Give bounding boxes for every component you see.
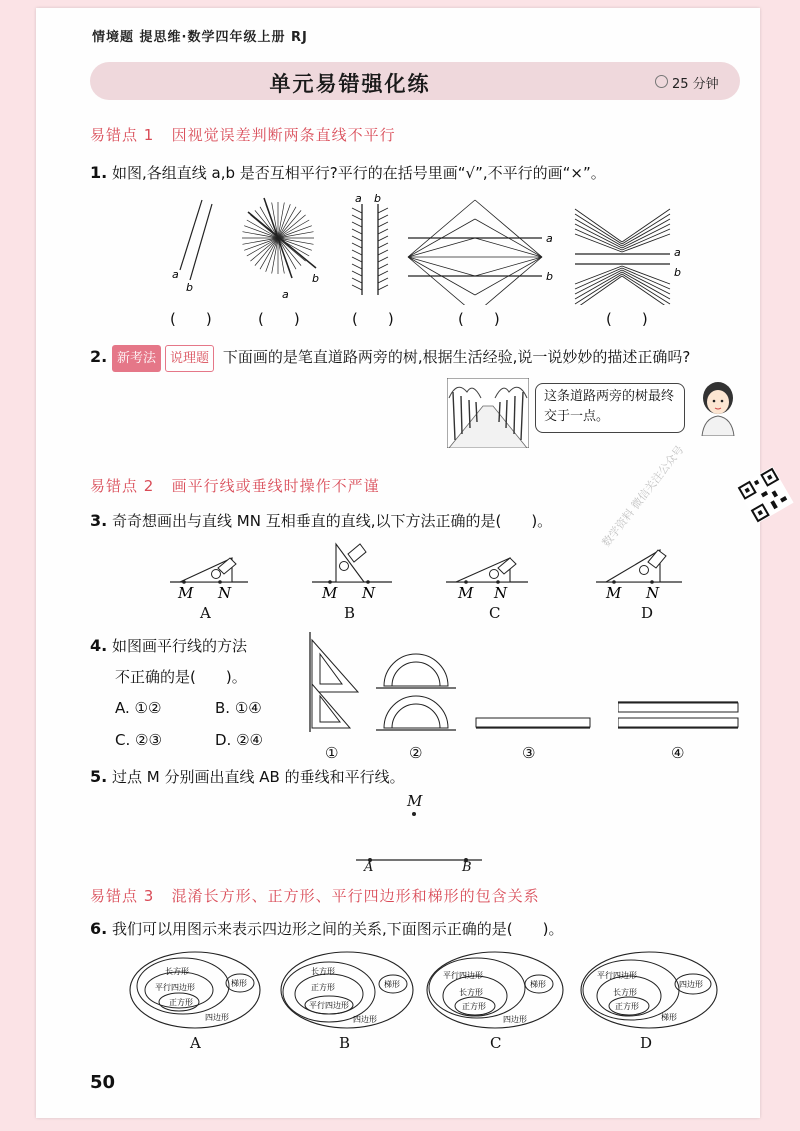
venn-d-label-3: 正方形 <box>615 1002 639 1011</box>
section-1-title: 因视觉误差判断两条直线不平行 <box>171 126 396 144</box>
watermark: 数学资料 微信关注公众号 <box>599 443 687 550</box>
section-2-heading <box>90 475 380 496</box>
figure-stroke <box>475 238 542 257</box>
section-1-label: 易错点 1 <box>90 126 155 144</box>
figure-stroke <box>378 271 388 276</box>
figure-stroke <box>378 236 388 241</box>
figure-stroke <box>378 278 388 283</box>
question-2 <box>90 344 750 372</box>
q1-figure-1 <box>172 200 212 294</box>
road-trees-illustration <box>447 378 529 448</box>
q1-fig3-label-b: b <box>374 192 381 205</box>
figure-stroke <box>352 215 362 220</box>
figure-stroke <box>352 257 362 262</box>
q3-b-point-m: M <box>322 584 338 602</box>
q3-option-d[interactable]: D <box>641 604 654 622</box>
question-4-text-line1: 如图画平行线的方法 <box>112 637 248 655</box>
section-3-heading <box>90 885 540 906</box>
q3-c-point-m: M <box>458 584 474 602</box>
q4-label-3: ③ <box>522 744 536 762</box>
question-2-number: 2. <box>90 347 108 366</box>
q6-venn-b <box>281 952 413 1028</box>
q3-figures <box>160 540 720 610</box>
q3-figure-b <box>312 544 392 602</box>
q1-figure-4 <box>408 200 553 305</box>
venn-c-label-1: 平行四边形 <box>443 971 483 980</box>
q3-a-point-n: N <box>218 584 232 602</box>
q4-figure-2 <box>376 654 456 730</box>
figure-stroke <box>352 222 362 227</box>
q6-venn-a <box>130 952 260 1028</box>
q3-figure-c <box>446 558 528 602</box>
q1-fig5-label-a: a <box>674 246 681 259</box>
q1-answer-blank-4[interactable]: ( ) <box>458 310 500 328</box>
q4-choice-b[interactable]: B. ①④ <box>215 699 262 717</box>
q4-label-2: ② <box>409 744 423 762</box>
figure-stroke <box>378 243 388 248</box>
q4-figure-3 <box>476 718 590 728</box>
figure-stroke <box>352 250 362 255</box>
q1-figure-3 <box>352 192 388 295</box>
section-3-label: 易错点 3 <box>90 887 155 905</box>
question-4-text-line2: 不正确的是( )。 <box>115 668 247 686</box>
q1-figure-2 <box>242 198 319 301</box>
page-title: 单元易错强化练 <box>269 72 431 96</box>
venn-c-side: 梯形 <box>530 980 546 989</box>
venn-a-label-2: 平行四边形 <box>155 983 195 992</box>
question-1-number: 1. <box>90 163 108 182</box>
question-1 <box>90 160 750 186</box>
q4-figure-4 <box>618 700 740 732</box>
figure-stroke <box>475 257 542 276</box>
q6-venn-diagrams <box>125 950 735 1032</box>
q1-fig1-label-b: b <box>186 281 193 294</box>
figure-stroke <box>352 229 362 234</box>
venn-c-label-3: 正方形 <box>462 1002 486 1011</box>
q1-answer-blank-2[interactable]: ( ) <box>258 310 300 328</box>
figure-stroke <box>622 270 670 294</box>
speech-bubble: 这条道路两旁的树最终交于一点。 <box>535 383 685 433</box>
venn-d-side2: 梯形 <box>661 1013 677 1022</box>
q1-fig1-label-a: a <box>172 268 179 281</box>
figure-stroke <box>408 257 475 305</box>
q3-b-point-n: N <box>362 584 376 602</box>
figure-stroke <box>575 270 622 294</box>
q1-fig5-label-b: b <box>674 266 681 279</box>
venn-b-label-1: 长方形 <box>311 967 335 976</box>
clock-icon <box>655 75 668 88</box>
q3-figure-d <box>596 550 682 602</box>
venn-a-label-1: 长方形 <box>165 967 189 976</box>
venn-a-outer: 四边形 <box>205 1013 229 1022</box>
q4-figures <box>300 632 600 742</box>
figure-stroke <box>352 271 362 276</box>
q1-fig4-label-b: b <box>546 270 553 283</box>
figure-stroke <box>378 285 388 290</box>
q5-point-m <box>412 812 416 816</box>
q3-d-point-n: N <box>646 584 660 602</box>
new-exam-tag: 新考法 <box>112 345 161 372</box>
question-6-number: 6. <box>90 919 108 938</box>
figure-stroke <box>352 264 362 269</box>
venn-c-label-2: 长方形 <box>459 988 483 997</box>
q3-option-a[interactable]: A <box>200 604 211 622</box>
venn-b-label-2: 正方形 <box>311 983 335 992</box>
figure-stroke <box>575 224 622 248</box>
figure-stroke <box>352 285 362 290</box>
q4-choice-d[interactable]: D. ②④ <box>215 731 263 749</box>
venn-b-side: 梯形 <box>384 980 400 989</box>
q1-answer-blank-3[interactable]: ( ) <box>352 310 394 328</box>
q6-option-b[interactable]: B <box>339 1034 351 1052</box>
section-2-title: 画平行线或垂线时操作不严谨 <box>171 477 380 495</box>
q4-label-4: ④ <box>671 744 685 762</box>
question-2-text: 下面画的是笔直道路两旁的树,根据生活经验,说一说妙妙的描述正确吗? <box>222 348 691 366</box>
q4-figure-1 <box>310 632 358 732</box>
question-5-number: 5. <box>90 767 108 786</box>
q6-option-c[interactable]: C <box>490 1034 502 1052</box>
q1-fig2-label-a: a <box>282 288 289 301</box>
question-3-text: 奇奇想画出与直线 MN 互相垂直的直线,以下方法正确的是( )。 <box>112 512 553 530</box>
figure-stroke <box>378 257 388 262</box>
figure-stroke <box>378 229 388 234</box>
question-3-number: 3. <box>90 511 108 530</box>
reasoning-tag: 说理题 <box>165 345 214 372</box>
q4-choice-a[interactable]: A. ①② <box>115 699 162 717</box>
venn-b-label-3: 平行四边形 <box>309 1001 349 1010</box>
section-1-heading <box>90 124 396 145</box>
q6-option-a[interactable]: A <box>190 1034 201 1052</box>
q3-figure-a <box>170 558 248 602</box>
q3-option-b[interactable]: B <box>344 604 356 622</box>
venn-a-side: 梯形 <box>231 979 247 988</box>
q4-label-1: ① <box>325 744 339 762</box>
q1-figures <box>150 190 730 305</box>
q4-choice-c[interactable]: C. ②③ <box>115 731 162 749</box>
figure-stroke <box>378 222 388 227</box>
section-2-label: 易错点 2 <box>90 477 155 495</box>
q3-a-point-m: M <box>178 584 194 602</box>
q5-point-a-label: A <box>364 860 374 875</box>
q1-fig4-label-a: a <box>546 232 553 245</box>
q3-option-c[interactable]: C <box>489 604 501 622</box>
question-6-text: 我们可以用图示来表示四边形之间的关系,下面图示正确的是( )。 <box>112 920 564 938</box>
figure-stroke <box>408 238 475 257</box>
figure-stroke <box>408 257 475 276</box>
figure-stroke <box>378 215 388 220</box>
question-4 <box>90 633 247 659</box>
venn-d-side: 四边形 <box>679 980 703 989</box>
q1-answer-blank-1[interactable]: ( ) <box>170 310 212 328</box>
venn-b-outer: 四边形 <box>353 1015 377 1024</box>
figure-stroke <box>622 224 670 248</box>
q6-venn-d <box>581 952 717 1028</box>
q5-point-m-label: M <box>407 792 423 810</box>
figure-stroke <box>408 200 475 257</box>
venn-c-outer: 四边形 <box>503 1015 527 1024</box>
q1-fig3-label-a: a <box>355 192 362 205</box>
q3-c-point-n: N <box>494 584 508 602</box>
section-3-title: 混淆长方形、正方形、平行四边形和梯形的包含关系 <box>171 887 540 905</box>
time-limit: 25 分钟 <box>672 77 719 92</box>
venn-d-label-2: 长方形 <box>613 988 637 997</box>
figure-stroke <box>352 208 362 213</box>
venn-d-label-1: 平行四边形 <box>597 971 637 980</box>
question-4-number: 4. <box>90 636 108 655</box>
figure-stroke <box>352 278 362 283</box>
q6-venn-c <box>427 952 563 1028</box>
question-5 <box>90 764 690 790</box>
figure-stroke <box>378 264 388 269</box>
question-6 <box>90 916 710 942</box>
page-number: 50 <box>90 1072 116 1093</box>
q1-answer-blank-5[interactable]: ( ) <box>606 310 648 328</box>
figure-stroke <box>352 236 362 241</box>
figure-stroke <box>378 208 388 213</box>
figure-stroke <box>352 243 362 248</box>
question-1-text: 如图,各组直线 a,b 是否互相平行?平行的在括号里画“√”,不平行的画“×”。 <box>112 164 606 182</box>
q6-option-d[interactable]: D <box>640 1034 653 1052</box>
q1-figure-5 <box>575 209 681 305</box>
figure-stroke <box>475 200 542 257</box>
q1-fig2-label-b: b <box>312 272 319 285</box>
figure-stroke <box>475 257 542 305</box>
q3-d-point-m: M <box>606 584 622 602</box>
venn-a-label-3: 正方形 <box>169 998 193 1007</box>
book-series-header: 情境题 提思维·数学四年级上册 RJ <box>92 30 308 45</box>
q5-point-b-label: B <box>462 860 472 875</box>
figure-stroke <box>378 250 388 255</box>
question-5-text: 过点 M 分别画出直线 AB 的垂线和平行线。 <box>112 768 405 786</box>
